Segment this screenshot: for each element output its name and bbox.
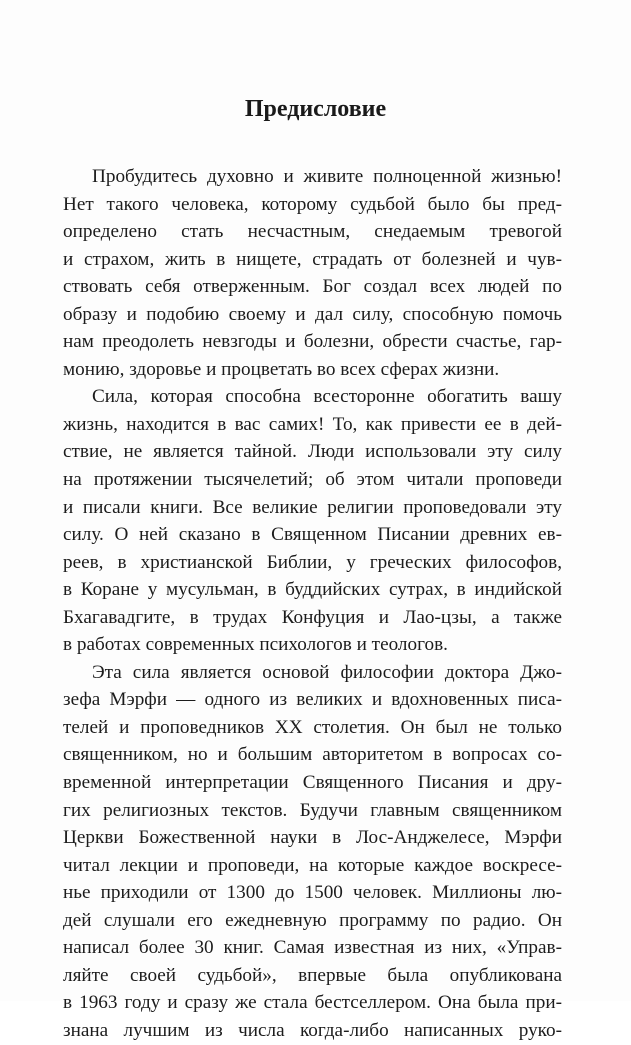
text-line: Пробудитесь духовно и живите полноценной жизнью! [92, 166, 562, 187]
text-line: Церкви Божественной науки в Лос-Анджелесе, Мэрфи [63, 827, 562, 849]
text-line: образу и подобию своему и дал силу, способную помочь [63, 303, 562, 325]
text-line: на протяжении тысячелетий; об этом читали проповеди [63, 469, 562, 491]
text-line: гих религиозных текстов. Будучи главным священником [63, 799, 562, 821]
text-line: реев, в христианской Библии, у греческих философов, [63, 551, 562, 573]
text-line: нам преодолеть невзгоды и болезни, обрести счастье, гар- [63, 331, 562, 353]
text-line: и писали книги. Все великие религии проповедовали эту [63, 496, 562, 518]
text-line: монию, здоровье и процветать во всех сферах жизни. [63, 358, 500, 380]
text-line: в работах современных психологов и теологов. [63, 634, 448, 656]
body-text [63, 163, 562, 1045]
text-line: жизнь, находится в вас самих! То, как привести ее в дей- [63, 413, 562, 435]
text-line: телей и проповедников XX столетия. Он был не только [63, 716, 562, 738]
text-line: Нет такого человека, которому судьбой было бы пред- [63, 193, 562, 215]
text-line: написал более 30 книг. Самая известная из них, «Управ- [63, 937, 562, 959]
text-line: нье приходили от 1300 до 1500 человек. Миллионы лю- [63, 882, 562, 904]
text-line: в 1963 году и сразу же стала бестселлером. Она была при- [63, 992, 562, 1014]
text-line: Бхагавадгите, в трудах Конфуция и Лао-цзы, а также [63, 606, 562, 628]
text-line: зефа Мэрфи — одного из великих и вдохновенных писа- [63, 689, 562, 711]
text-line: ляйте своей судьбой», впервые была опубликована [63, 964, 562, 986]
text-line: Эта сила является основой философии доктора Джо- [92, 661, 562, 683]
text-line: священником, но и большим авторитетом в вопросах со- [63, 744, 562, 766]
text-line: временной интерпретации Священного Писания и дру- [63, 772, 562, 794]
text-line: читал лекции и проповеди, на которые каждое воскресе- [63, 854, 562, 876]
text-line: силу. О ней сказано в Священном Писании древних ев- [63, 524, 562, 546]
text-line: Сила, которая способна всесторонне обогатить вашу [92, 386, 562, 408]
text-line: дей слушали его ежедневную программу по радио. Он [63, 909, 562, 931]
text-line: определено стать несчастным, снедаемым тревогой [63, 221, 562, 243]
page-title: Предисловие [244, 96, 387, 122]
text-line: в Коране у мусульман, в буддийских сутрах, в индийской [63, 579, 562, 601]
text-line: ствовать себя отверженным. Бог создал всех людей по [63, 276, 562, 298]
text-line: знана лучшим из числа когда-либо написанных руко- [63, 1019, 562, 1041]
text-line: и страхом, жить в нищете, страдать от болезней и чув- [63, 248, 562, 270]
text-line: ствие, не является тайной. Люди использовали эту силу [63, 441, 562, 463]
